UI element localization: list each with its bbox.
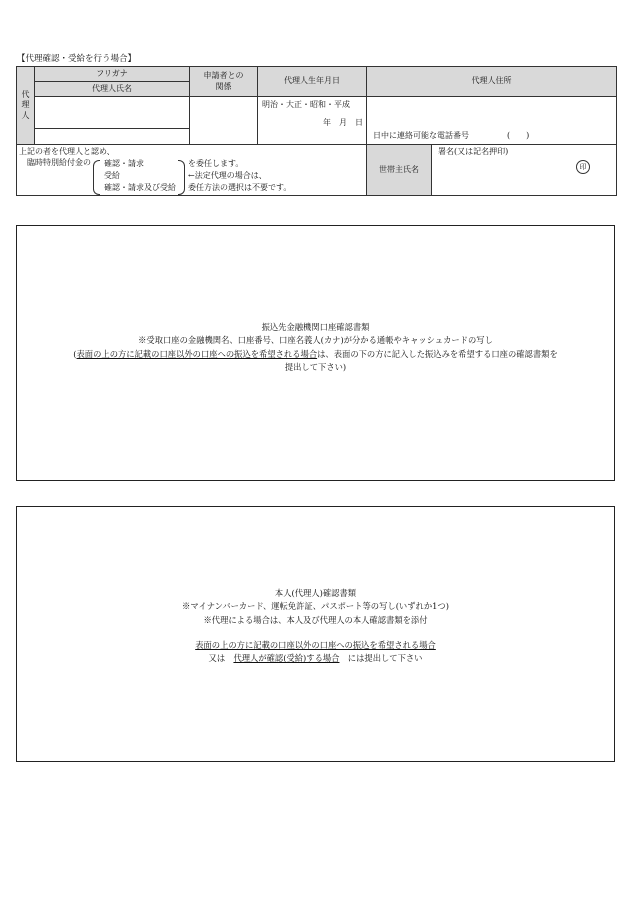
householder-label: 世帯主氏名: [367, 145, 432, 196]
delegate-line1: 上記の者を代理人と認め、: [19, 147, 115, 156]
right-bracket: [178, 160, 185, 195]
section-title: 【代理確認・受給を行う場合】: [17, 54, 137, 64]
id-box-condition2: 又は 代理人が確認(受給)する場合 には提出して下さい: [208, 653, 423, 664]
birthdate-field[interactable]: [258, 97, 367, 145]
name-header: 代理人氏名: [35, 82, 190, 97]
id-document-box: [16, 506, 615, 762]
delegate-after: を委任します。 ←法定代理の場合は、 委任方法の選択は不要です。: [188, 159, 292, 192]
relation-header: 申請者との 関係: [190, 67, 258, 97]
id-box-note2: ※代理による場合は、本人及び代理人の本人確認書類を添付: [203, 614, 428, 625]
choice-receive[interactable]: 受給: [104, 170, 120, 180]
delegate-lead: 臨時特別給付金の: [27, 158, 91, 168]
delegation-choices[interactable]: [100, 158, 178, 193]
id-box-note1: ※マイナンバーカード、運転免許証、パスポート等の写し(いずれか1つ): [182, 601, 449, 612]
address-header: 代理人住所: [367, 67, 617, 97]
birthdate-header: 代理人生年月日: [258, 67, 367, 97]
seal-icon: 印: [576, 160, 590, 174]
era-options: 明治・大正・昭和・平成: [262, 100, 350, 109]
phone-paren: ( ): [507, 130, 530, 140]
bank-box-title: 振込先金融機関口座確認書類: [261, 322, 370, 332]
delegation-cell: [17, 145, 367, 196]
signature-field[interactable]: [432, 145, 617, 196]
left-bracket: [93, 160, 100, 195]
agent-name-field[interactable]: [35, 97, 190, 145]
furigana-header: フリガナ: [35, 67, 190, 82]
id-box-title: 本人(代理人)確認書類: [274, 588, 357, 598]
agent-side-label: 代 理 人: [17, 67, 35, 145]
ymd-label: 年 月 日: [323, 118, 363, 128]
address-field[interactable]: [367, 97, 617, 145]
choice-both[interactable]: 確認・請求及び受給: [104, 182, 176, 192]
signature-label: 署名(又は記名押印): [438, 147, 509, 156]
bank-box-condition: (表面の上の方に記載の口座以外の口座への振込を希望される場合は、表面の下の方に記入した振込みを希望する口座の確認書類を: [73, 348, 558, 359]
bank-box-note: ※受取口座の金融機関名、口座番号、口座名義人(カナ)が分かる通帳やキャッシュカードの写し: [138, 335, 493, 346]
relation-field[interactable]: [190, 97, 258, 145]
id-box-condition1: 表面の上の方に記載の口座以外の口座への振込を希望される場合: [195, 639, 436, 650]
bank-document-box: [16, 225, 615, 481]
agent-table: [16, 66, 617, 196]
choice-confirm[interactable]: 確認・請求: [104, 159, 144, 169]
phone-label: 日中に連絡可能な電話番号: [373, 130, 469, 140]
bank-box-condition-end: 提出して下さい): [284, 361, 347, 372]
